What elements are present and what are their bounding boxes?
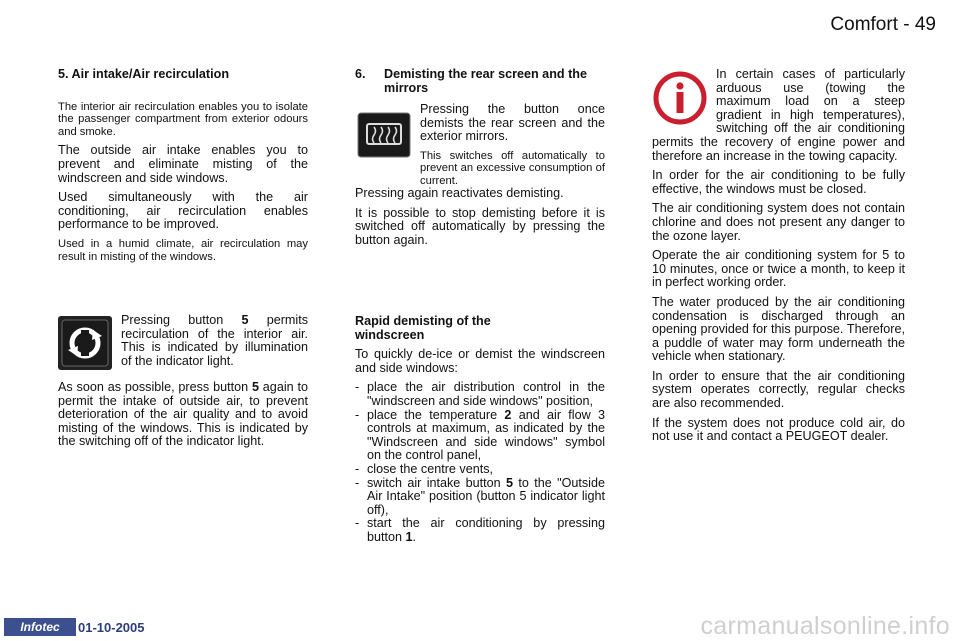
page-title: Comfort - 49 bbox=[830, 14, 936, 35]
humid-climate-paragraph: Used in a humid climate, air recirculation may result in misting of the windows. bbox=[58, 237, 308, 263]
infotec-logo: Infotec bbox=[4, 618, 76, 636]
operate-paragraph: Operate the air conditioning system for 5 to 10 minutes, once or twice a month, to keep it in perfect working order. bbox=[652, 248, 905, 290]
simultaneous-paragraph: Used simultaneously with the air conditioning, air recirculation enables performance to be improved. bbox=[58, 190, 308, 232]
dealer-paragraph: If the system does not produce cold air, do not use it and contact a PEUGEOT dealer. bbox=[652, 415, 905, 444]
watermark: carmanualsonline.info bbox=[700, 612, 950, 640]
list-item: - place the air distribution control in the "windscreen and side windows" position, bbox=[355, 380, 605, 408]
rapid-intro: To quickly de-ice or demist the windscreen and side windows: bbox=[355, 347, 605, 375]
demist-more-text: Pressing again reactivates demisting. It is possible to stop demisting before it is switched off automatically by pressing the button again. bbox=[355, 186, 605, 247]
checks-paragraph: In order to ensure that the air conditioning system operates correctly, regular checks are also recommended. bbox=[652, 368, 905, 411]
list-item: - start the air conditioning by pressing button 1. bbox=[355, 516, 605, 544]
section-heading-demisting: 6. Demisting the rear screen and the mirrors bbox=[355, 67, 587, 95]
warning-paragraph: In certain cases of particularly arduous use (towing the maximum load on a steep gradient in high temperatures), switching off the air conditioning permits the recovery of engine power and therefore an increase in the towing capacity. bbox=[652, 67, 905, 163]
demist-press-once-text: Pressing the button once demists the rear screen and the exterior mirrors. This switches off automatically to prevent an excessive consumption of current. bbox=[420, 102, 605, 187]
outside-intake-paragraph: The outside air intake enables you to prevent and eliminate misting of the windscreen and side windows. bbox=[58, 143, 308, 185]
rear-screen-demist-icon bbox=[357, 112, 411, 158]
column-air-conditioning bbox=[652, 68, 905, 450]
recirculation-paragraph: The interior air recirculation enables you to isolate the passenger compartment from exterior odours and smoke. bbox=[58, 100, 308, 138]
recirculation-button-icon bbox=[58, 316, 112, 370]
rapid-demisting-section bbox=[355, 315, 605, 545]
windows-closed-paragraph: In order for the air conditioning to be fully effective, the windows must be closed. bbox=[652, 168, 905, 196]
list-item: - close the centre vents, bbox=[355, 461, 494, 476]
ozone-paragraph: The air conditioning system does not contain chlorine and does not present any danger to the ozone layer. bbox=[652, 201, 905, 243]
condensation-paragraph: The water produced by the air conditioning condensation is discharged through an opening provided for this purpose. Therefore, a puddle of water may form underneath the vehicle when stationary. bbox=[652, 294, 905, 364]
column-air-intake bbox=[58, 68, 308, 269]
section-heading-air-intake: 5. Air intake/Air recirculation bbox=[58, 67, 230, 81]
footer-date: 01-10-2005 bbox=[78, 620, 145, 635]
list-item: - switch air intake button 5 to the "Outside Air Intake" position (button 5 indicator light off), bbox=[355, 475, 605, 517]
list-item: - place the temperature 2 and air flow 3 controls at maximum, as indicated by the "Windscreen and side windows" symbol on the control panel, bbox=[355, 407, 606, 463]
press-button-5-text: Pressing button 5 permits recirculation of the interior air. This is indicated by illumination of the indicator light. bbox=[121, 313, 308, 368]
rapid-demisting-heading: Rapid demisting of the windscreen bbox=[355, 314, 491, 342]
column-demisting bbox=[355, 68, 605, 95]
rapid-steps-list bbox=[355, 381, 605, 544]
as-soon-as-possible-text: As soon as possible, press button 5 again to permit the intake of outside air, to prevent deterioration of the air quality and to avoid misting of the windows. This is indicated by the switching off of the indicator light. bbox=[58, 380, 308, 449]
